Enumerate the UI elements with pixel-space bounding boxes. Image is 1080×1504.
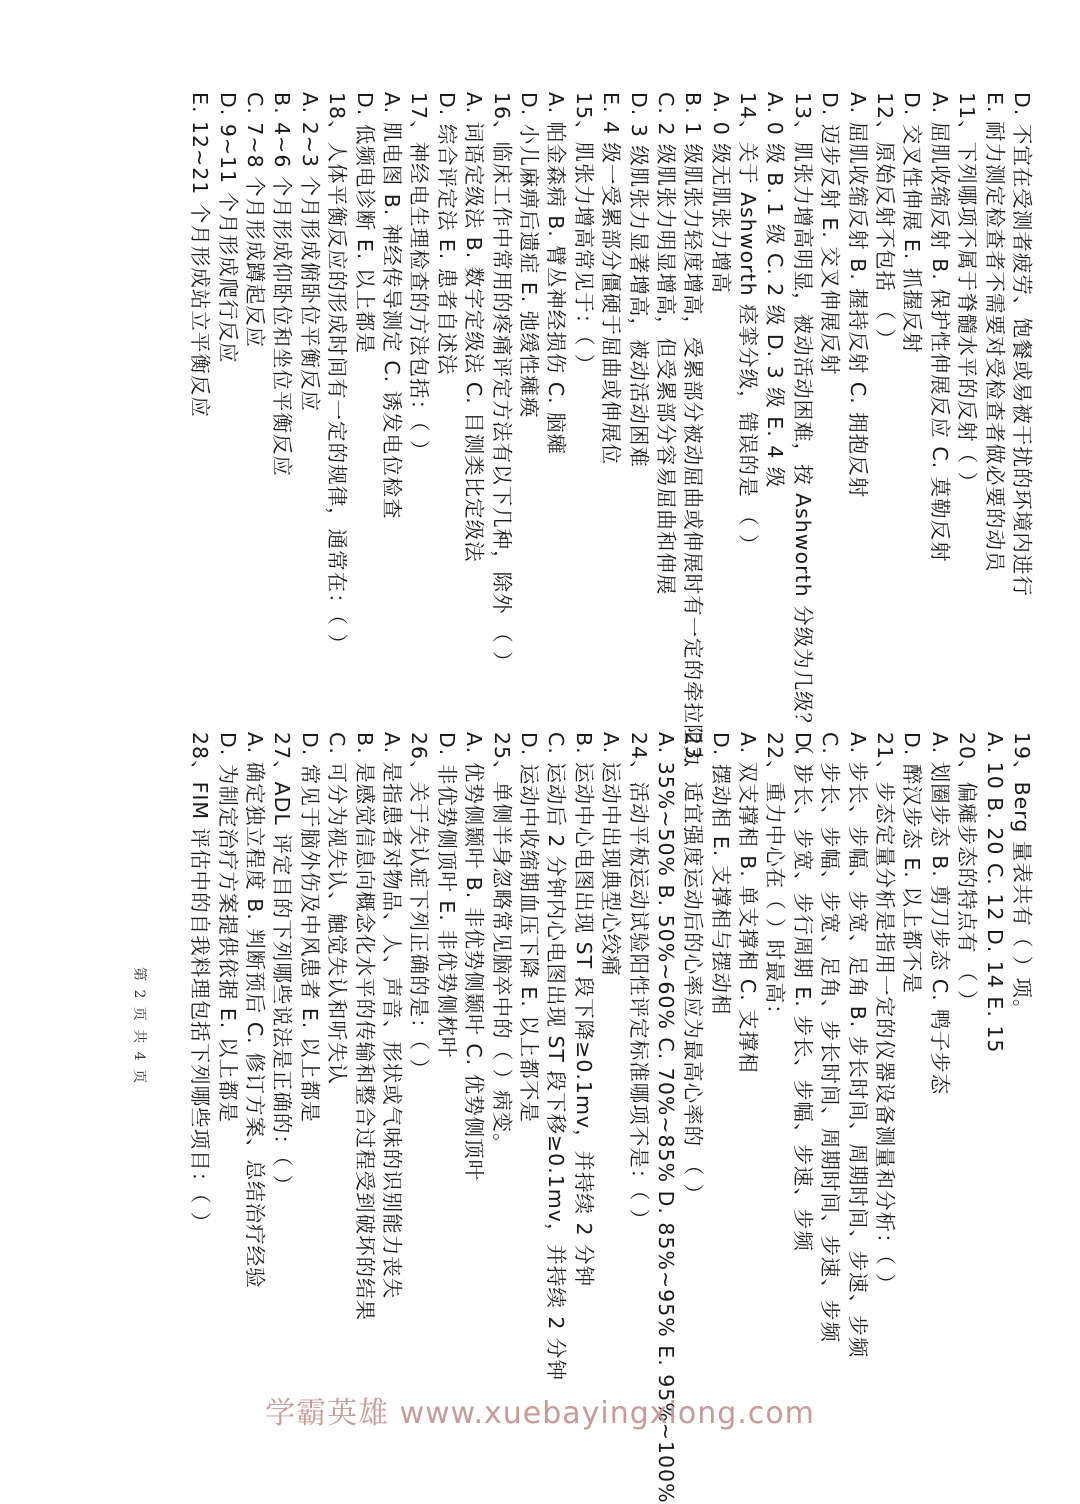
question-line: D. 9~11 个月形成爬行反应: [215, 92, 240, 364]
question-line: 23、适宜强度运动后的心率应为最高心率的 （ ）: [681, 732, 706, 1206]
question-line: E. 12~21 个月形成站立平衡反应: [188, 92, 213, 418]
question-line: C. 2 级肌张力明显增高，但受累部分容易屈曲和伸展: [653, 92, 678, 596]
question-line: A. 划圈步态 B. 剪刀步态 C. 鸭子步态: [927, 732, 952, 1096]
question-line: B. 4~6 个月形成仰卧位和坐位平衡反应: [270, 92, 295, 477]
question-line: C. 7~8 个月形成蹲起反应: [243, 92, 268, 349]
question-line: 22、重力中心在（ ）时最高：: [763, 732, 788, 1026]
question-line: A. 10 B. 20 C. 12 D. 14 E. 15: [982, 732, 1007, 1054]
question-line: 15、肌张力增高常见于：（ ）: [571, 92, 596, 376]
question-line: B. 1 级肌张力轻度增高，受累部分被动屈曲或伸展时有一定的牵拉阻力: [681, 92, 706, 768]
question-line: D. 常见于脑外伤及中风患者 E. 以上都是: [297, 732, 322, 1123]
question-line: 25、单侧半身忽略常见脑卒中的（ ）病变。: [489, 732, 514, 1155]
question-line: 18、人体平衡反应的形成时间有一定的规律，通常在：（ ）: [325, 92, 350, 655]
question-line: A. 2~3 个月形成俯卧位平衡反应: [297, 92, 322, 412]
question-line: 21、步态定量分析是指用一定的仪器设备测量和分析：（ ）: [873, 732, 898, 1295]
question-line: 27、ADL 评定目的下列哪些说法是正确的：（ ）: [270, 732, 295, 1197]
question-line: A. 帕金森病 B. 臂丛神经损伤 C. 脑瘫: [544, 92, 569, 456]
question-line: E. 4 级一受累部分僵硬于屈曲或伸展位: [599, 92, 624, 466]
question-line: D. 综合评定法 E. 患者自述法: [434, 92, 459, 376]
question-line: A. 屈肌收缩反射 B. 握持反射 C. 拥抱反射: [845, 92, 870, 499]
question-line: D. 小儿麻痹后遗症 E. 弛缓性瘫痪: [516, 92, 541, 419]
question-line: A. 0 级无肌张力增高: [708, 92, 733, 294]
question-line: D. 摆动相 E. 支撑相与摆动相: [708, 732, 733, 1016]
question-line: 13、肌张力增高明显，被动活动困难，按 Ashworth 分级为几级？（ ）: [790, 92, 815, 785]
question-line: 24、活动平板运动试验阳性评定标准哪项不是：（ ）: [626, 732, 651, 1231]
question-line: A. 优势侧颞叶 B. 非优势侧颞叶 C. 优势侧顶叶: [462, 732, 487, 1182]
question-line: D. 醉汉步态 E. 以上都不是: [900, 732, 925, 994]
question-line: C. 运动后 2 分钟内心电图出现 ST 段下移≥0.1mv，并持续 2 分钟: [544, 732, 569, 1381]
question-line: 26、关于失认症下列正确的是：（ ）: [407, 732, 432, 1080]
question-line: 17、神经电生理检查的方法包括：（ ）: [407, 92, 432, 462]
question-line: C. 可分为视失认、触觉失认和听失认: [325, 732, 350, 1085]
question-line: A. 步长、步幅、步宽、足角 B. 步长时间、周期时间、步速、步频: [845, 732, 870, 1359]
question-line: D. 低频电诊断 E. 以上都是: [352, 92, 377, 354]
question-line: B. 是感觉信息向概念化水平的传输和整合过程受到破坏的结果: [352, 732, 377, 1322]
question-line: A. 确定独立程度 B. 判断预后 C. 修订方案、总结治疗经验: [243, 732, 268, 1289]
question-line: D. 步长、步宽、步行周期 E. 步长、步幅、步速、步频: [790, 732, 815, 1252]
question-line: D. 不宜在受测者疲劳、饱餐或易被干扰的环境内进行: [1010, 92, 1034, 597]
question-line: 12、原始反射不包括 （ ）: [873, 92, 898, 351]
question-line: A. 运动中出现典型心绞痛: [599, 732, 624, 977]
question-line: B. 运动中心电图出现 ST 段下降≥0.1mv，并持续 2 分钟: [571, 732, 596, 1288]
question-line: A. 屈肌收缩反射 B. 保护性伸展反应 C. 莫勒反射: [927, 92, 952, 563]
question-line: D. 迈步反射 E. 交叉伸展反射: [818, 92, 843, 376]
question-line: A. 肌电图 B. 神经传导测定 C. 诱发电位检查: [380, 92, 405, 520]
question-line: C. 步长、步幅、步宽、足角、步长时间、周期时间、步速、步频: [818, 732, 843, 1343]
question-line: D. 为制定治疗方案提供依据 E. 以上都是: [215, 732, 240, 1123]
question-line: A. 词语定级法 B. 数字定级法 C. 目测类比定级法: [462, 92, 487, 563]
rotated-page: [75, 92, 1035, 1504]
question-line: 16、临床工作中常用的疼痛评定方法有以下几种，除外 （ ）: [489, 92, 514, 673]
question-line: 20、偏瘫步态的特点有 （ ）: [955, 732, 980, 1012]
question-line: E. 耐力测定检查者不需要对受检查者做必要的动员: [982, 92, 1007, 573]
site-watermark: 学霸英雄 www.xuebayingxiong.com: [265, 1396, 815, 1431]
question-line: D. 非优势侧顶叶 E. 非优势侧枕叶: [434, 732, 459, 1059]
question-line: D. 交叉性伸展 E. 抓握反射: [900, 92, 925, 354]
question-line: A. 是指患者对物品、人、声音、形状或气味的识别能力丧失: [380, 732, 405, 1300]
left-question-column: [186, 92, 1035, 785]
question-line: D. 运动中收缩期血压下降 E. 以上都不是: [516, 732, 541, 1123]
question-line: 28、FIM 评估中的自我料理包括下列哪些项目：（ ）: [188, 732, 213, 1234]
question-line: A. 双支撑相 B. 单支撑相 C. 支撑相: [736, 732, 761, 1074]
question-line: 14、关于 Ashworth 痉挛分级，错误的是 （ ）: [736, 92, 761, 556]
question-line: D. 3 级肌张力显著增高，被动活动困难: [626, 92, 651, 468]
page-number: 第 2 页 共 4 页: [131, 967, 147, 1086]
question-line: 19、Berg 量表共有（ ）项。: [1010, 732, 1034, 1021]
question-line: A. 0 级 B. 1 级 C. 2 级 D. 3 级 E. 4 级: [763, 92, 788, 489]
question-line: 11、下列哪项不属于脊髓水平的反射（ ）: [955, 92, 980, 494]
question-line: A. 35%~50% B. 50%~60% C. 70%~85% D. 85%~95% E. 95%~100%: [653, 732, 678, 1504]
